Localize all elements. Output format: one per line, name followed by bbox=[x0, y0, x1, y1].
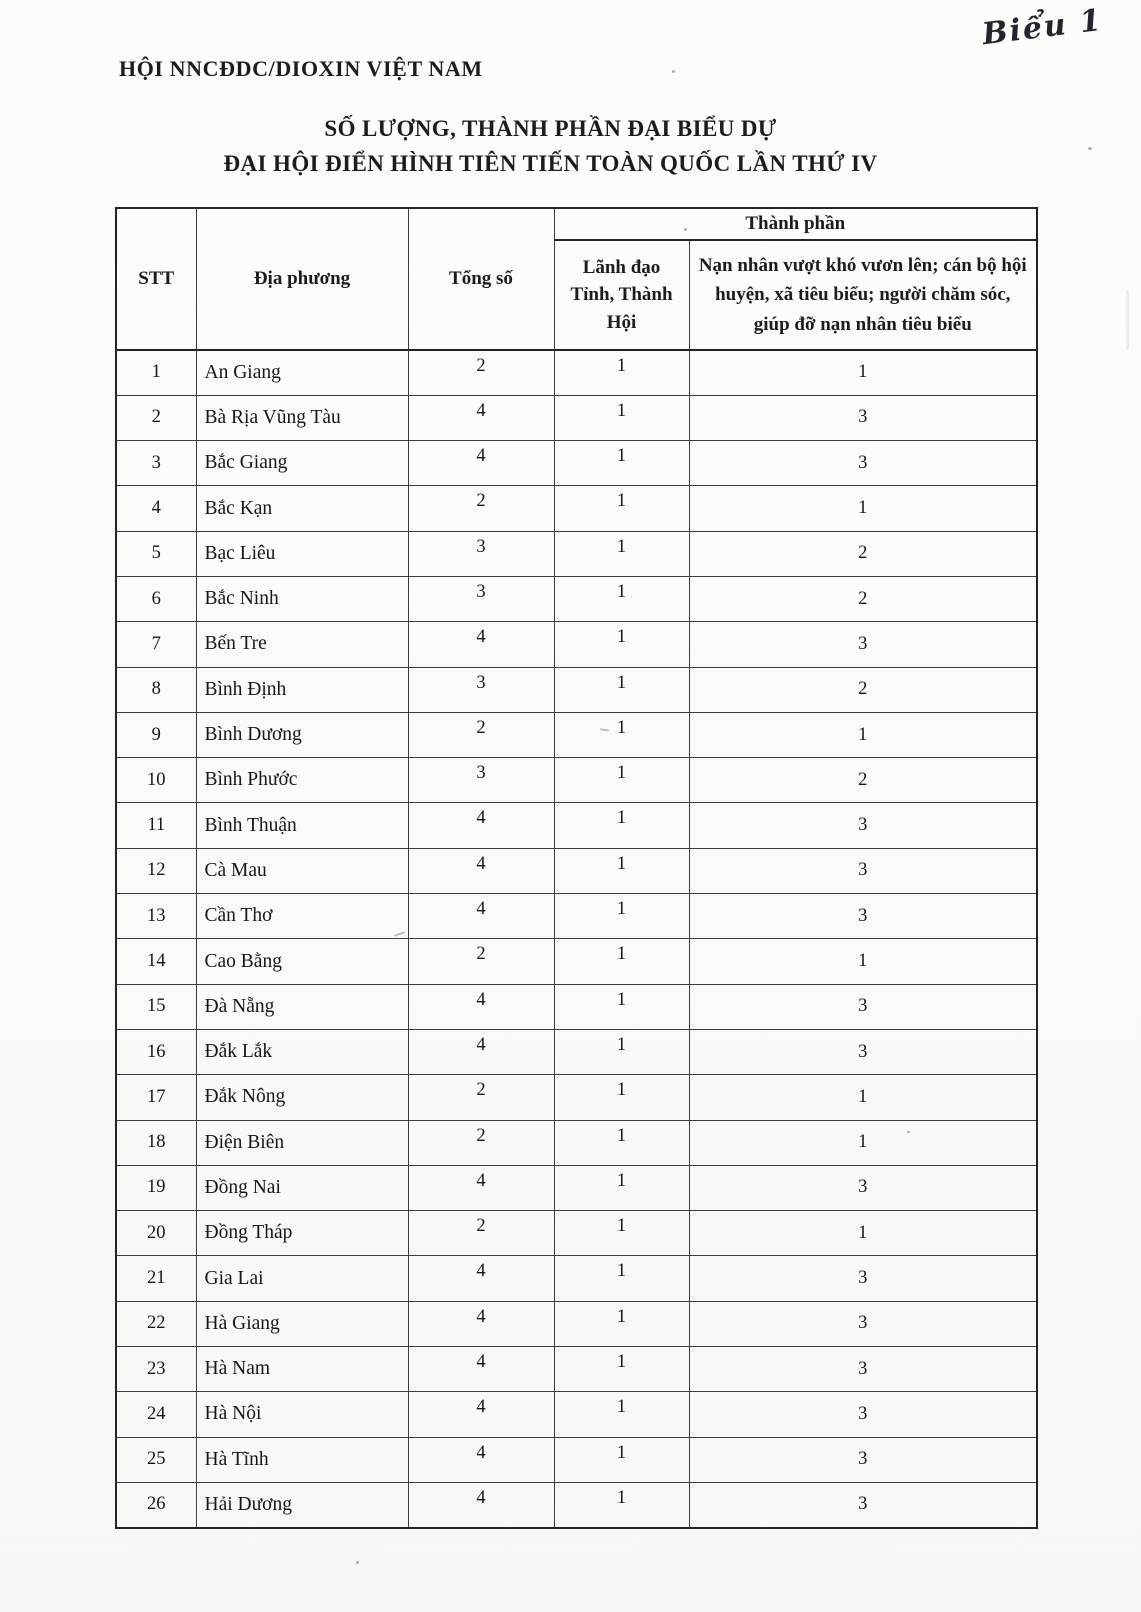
cell-stt: 13 bbox=[116, 894, 196, 939]
cell-dia-phuong: Hà Nội bbox=[196, 1392, 408, 1437]
cell-tong-so: 4 bbox=[408, 1256, 554, 1301]
cell-dia-phuong: Đồng Nai bbox=[196, 1165, 408, 1210]
cell-stt: 8 bbox=[116, 667, 196, 712]
table-row bbox=[116, 1165, 1037, 1210]
cell-tong-so: 2 bbox=[408, 1075, 554, 1120]
cell-lanh-dao: 1 bbox=[554, 712, 689, 757]
cell-nan-nhan: 1 bbox=[689, 939, 1037, 984]
table-row bbox=[116, 939, 1037, 984]
cell-stt: 23 bbox=[116, 1347, 196, 1392]
cell-lanh-dao: 1 bbox=[554, 667, 689, 712]
cell-stt: 3 bbox=[116, 441, 196, 486]
table-row bbox=[116, 803, 1037, 848]
table-row bbox=[116, 395, 1037, 440]
cell-dia-phuong: Đắk Nông bbox=[196, 1075, 408, 1120]
table-row bbox=[116, 758, 1037, 803]
cell-lanh-dao: 1 bbox=[554, 1211, 689, 1256]
header-row-top bbox=[116, 208, 1037, 240]
cell-tong-so: 2 bbox=[408, 1211, 554, 1256]
cell-nan-nhan: 3 bbox=[689, 894, 1037, 939]
cell-stt: 25 bbox=[116, 1437, 196, 1482]
cell-stt: 16 bbox=[116, 1029, 196, 1074]
handwritten-note: Biểu 1 bbox=[980, 2, 1105, 53]
header-nan-nhan: Nạn nhân vượt khó vươn lên; cán bộ hội huyện, xã tiêu biểu; người chăm sóc, giúp đỡ nạn nhân tiêu biểu bbox=[689, 240, 1037, 350]
table-row bbox=[116, 848, 1037, 893]
cell-lanh-dao: 1 bbox=[554, 939, 689, 984]
cell-stt: 18 bbox=[116, 1120, 196, 1165]
cell-stt: 26 bbox=[116, 1482, 196, 1527]
cell-lanh-dao: 1 bbox=[554, 1165, 689, 1210]
cell-dia-phuong: Bắc Ninh bbox=[196, 576, 408, 621]
table-row bbox=[116, 1347, 1037, 1392]
cell-dia-phuong: An Giang bbox=[196, 350, 408, 395]
header-stt: STT bbox=[116, 208, 196, 350]
cell-lanh-dao: 1 bbox=[554, 1437, 689, 1482]
cell-stt: 1 bbox=[116, 350, 196, 395]
cell-dia-phuong: Hà Giang bbox=[196, 1301, 408, 1346]
cell-nan-nhan: 2 bbox=[689, 531, 1037, 576]
scan-artifact bbox=[672, 70, 675, 73]
cell-dia-phuong: Bắc Giang bbox=[196, 441, 408, 486]
cell-stt: 11 bbox=[116, 803, 196, 848]
cell-lanh-dao: 1 bbox=[554, 441, 689, 486]
cell-tong-so: 4 bbox=[408, 1437, 554, 1482]
cell-nan-nhan: 3 bbox=[689, 803, 1037, 848]
cell-dia-phuong: Bạc Liêu bbox=[196, 531, 408, 576]
cell-lanh-dao: 1 bbox=[554, 758, 689, 803]
table-row bbox=[116, 486, 1037, 531]
cell-dia-phuong: Bình Dương bbox=[196, 712, 408, 757]
cell-stt: 2 bbox=[116, 395, 196, 440]
cell-tong-so: 4 bbox=[408, 1392, 554, 1437]
cell-lanh-dao: 1 bbox=[554, 1347, 689, 1392]
table-row bbox=[116, 1075, 1037, 1120]
cell-lanh-dao: 1 bbox=[554, 1256, 689, 1301]
cell-dia-phuong: Cần Thơ bbox=[196, 894, 408, 939]
cell-dia-phuong: Cao Bằng bbox=[196, 939, 408, 984]
cell-nan-nhan: 3 bbox=[689, 1347, 1037, 1392]
cell-lanh-dao: 1 bbox=[554, 395, 689, 440]
cell-dia-phuong: Đắk Lắk bbox=[196, 1029, 408, 1074]
cell-tong-so: 4 bbox=[408, 1301, 554, 1346]
cell-tong-so: 4 bbox=[408, 1347, 554, 1392]
header-tong-so: Tổng số bbox=[408, 208, 554, 350]
header-lanh-dao: Lãnh đạo Tỉnh, Thành Hội bbox=[554, 240, 689, 350]
cell-nan-nhan: 3 bbox=[689, 1029, 1037, 1074]
cell-stt: 14 bbox=[116, 939, 196, 984]
cell-nan-nhan: 1 bbox=[689, 1211, 1037, 1256]
cell-nan-nhan: 2 bbox=[689, 758, 1037, 803]
cell-nan-nhan: 3 bbox=[689, 395, 1037, 440]
cell-tong-so: 4 bbox=[408, 894, 554, 939]
cell-stt: 22 bbox=[116, 1301, 196, 1346]
cell-nan-nhan: 3 bbox=[689, 441, 1037, 486]
cell-tong-so: 4 bbox=[408, 848, 554, 893]
cell-tong-so: 4 bbox=[408, 1165, 554, 1210]
table-row bbox=[116, 1301, 1037, 1346]
cell-nan-nhan: 3 bbox=[689, 984, 1037, 1029]
table-row bbox=[116, 1437, 1037, 1482]
cell-lanh-dao: 1 bbox=[554, 1392, 689, 1437]
cell-dia-phuong: Đồng Tháp bbox=[196, 1211, 408, 1256]
cell-lanh-dao: 1 bbox=[554, 1029, 689, 1074]
org-name: HỘI NNCĐDC/DIOXIN VIỆT NAM bbox=[119, 56, 483, 81]
cell-stt: 24 bbox=[116, 1392, 196, 1437]
document-title bbox=[28, 111, 1073, 181]
table-row bbox=[116, 894, 1037, 939]
table-row bbox=[116, 350, 1037, 395]
header-dia-phuong: Địa phương bbox=[196, 208, 408, 350]
table-row bbox=[116, 1120, 1037, 1165]
cell-lanh-dao: 1 bbox=[554, 486, 689, 531]
cell-lanh-dao: 1 bbox=[554, 350, 689, 395]
table-row bbox=[116, 1029, 1037, 1074]
cell-stt: 19 bbox=[116, 1165, 196, 1210]
cell-lanh-dao: 1 bbox=[554, 576, 689, 621]
title-line-1: SỐ LƯỢNG, THÀNH PHẦN ĐẠI BIỂU DỰ bbox=[324, 116, 777, 141]
cell-nan-nhan: 1 bbox=[689, 1120, 1037, 1165]
cell-nan-nhan: 1 bbox=[689, 350, 1037, 395]
header-thanh-phan: Thành phần bbox=[554, 208, 1037, 240]
cell-lanh-dao: 1 bbox=[554, 1075, 689, 1120]
cell-lanh-dao: 1 bbox=[554, 894, 689, 939]
cell-dia-phuong: Bình Thuận bbox=[196, 803, 408, 848]
cell-nan-nhan: 1 bbox=[689, 1075, 1037, 1120]
cell-nan-nhan: 3 bbox=[689, 1301, 1037, 1346]
cell-nan-nhan: 3 bbox=[689, 1256, 1037, 1301]
cell-stt: 7 bbox=[116, 622, 196, 667]
cell-nan-nhan: 3 bbox=[689, 1437, 1037, 1482]
cell-tong-so: 3 bbox=[408, 576, 554, 621]
cell-tong-so: 2 bbox=[408, 1120, 554, 1165]
cell-tong-so: 4 bbox=[408, 441, 554, 486]
cell-nan-nhan: 3 bbox=[689, 622, 1037, 667]
cell-nan-nhan: 3 bbox=[689, 1392, 1037, 1437]
cell-dia-phuong: Bình Định bbox=[196, 667, 408, 712]
table-row bbox=[116, 1256, 1037, 1301]
table-row bbox=[116, 667, 1037, 712]
cell-nan-nhan: 1 bbox=[689, 712, 1037, 757]
cell-dia-phuong: Bà Rịa Vũng Tàu bbox=[196, 395, 408, 440]
cell-tong-so: 3 bbox=[408, 531, 554, 576]
cell-tong-so: 2 bbox=[408, 486, 554, 531]
table-row bbox=[116, 1392, 1037, 1437]
table-row bbox=[116, 984, 1037, 1029]
table-row bbox=[116, 441, 1037, 486]
table-row bbox=[116, 622, 1037, 667]
table-row bbox=[116, 712, 1037, 757]
cell-tong-so: 3 bbox=[408, 758, 554, 803]
cell-tong-so: 4 bbox=[408, 803, 554, 848]
cell-stt: 21 bbox=[116, 1256, 196, 1301]
cell-dia-phuong: Gia Lai bbox=[196, 1256, 408, 1301]
cell-tong-so: 2 bbox=[408, 939, 554, 984]
cell-tong-so: 2 bbox=[408, 350, 554, 395]
cell-tong-so: 4 bbox=[408, 1482, 554, 1527]
cell-nan-nhan: 3 bbox=[689, 848, 1037, 893]
cell-nan-nhan: 1 bbox=[689, 486, 1037, 531]
cell-stt: 9 bbox=[116, 712, 196, 757]
cell-stt: 12 bbox=[116, 848, 196, 893]
cell-nan-nhan: 2 bbox=[689, 576, 1037, 621]
cell-dia-phuong: Cà Mau bbox=[196, 848, 408, 893]
cell-dia-phuong: Hà Nam bbox=[196, 1347, 408, 1392]
cell-dia-phuong: Hải Dương bbox=[196, 1482, 408, 1527]
cell-lanh-dao: 1 bbox=[554, 1120, 689, 1165]
cell-tong-so: 3 bbox=[408, 667, 554, 712]
cell-stt: 15 bbox=[116, 984, 196, 1029]
cell-lanh-dao: 1 bbox=[554, 848, 689, 893]
cell-nan-nhan: 3 bbox=[689, 1165, 1037, 1210]
cell-stt: 5 bbox=[116, 531, 196, 576]
table-row bbox=[116, 576, 1037, 621]
title-line-2: ĐẠI HỘI ĐIỂN HÌNH TIÊN TIẾN TOÀN QUỐC LẦN THỨ IV bbox=[223, 151, 878, 176]
scan-artifact bbox=[1088, 147, 1092, 150]
cell-lanh-dao: 1 bbox=[554, 1482, 689, 1527]
cell-lanh-dao: 1 bbox=[554, 622, 689, 667]
table-row bbox=[116, 1211, 1037, 1256]
cell-dia-phuong: Bắc Kạn bbox=[196, 486, 408, 531]
cell-tong-so: 4 bbox=[408, 622, 554, 667]
delegates-table bbox=[115, 207, 1038, 1529]
scan-artifact bbox=[356, 1561, 359, 1564]
cell-tong-so: 4 bbox=[408, 1029, 554, 1074]
cell-tong-so: 4 bbox=[408, 395, 554, 440]
cell-tong-so: 2 bbox=[408, 712, 554, 757]
cell-nan-nhan: 3 bbox=[689, 1482, 1037, 1527]
table-row bbox=[116, 1482, 1037, 1527]
cell-dia-phuong: Điện Biên bbox=[196, 1120, 408, 1165]
cell-lanh-dao: 1 bbox=[554, 803, 689, 848]
cell-lanh-dao: 1 bbox=[554, 984, 689, 1029]
table-row bbox=[116, 531, 1037, 576]
cell-stt: 20 bbox=[116, 1211, 196, 1256]
scan-artifact bbox=[1126, 290, 1129, 350]
cell-dia-phuong: Đà Nẵng bbox=[196, 984, 408, 1029]
cell-dia-phuong: Bình Phước bbox=[196, 758, 408, 803]
cell-stt: 4 bbox=[116, 486, 196, 531]
cell-stt: 10 bbox=[116, 758, 196, 803]
cell-dia-phuong: Bến Tre bbox=[196, 622, 408, 667]
cell-stt: 6 bbox=[116, 576, 196, 621]
cell-stt: 17 bbox=[116, 1075, 196, 1120]
cell-nan-nhan: 2 bbox=[689, 667, 1037, 712]
cell-lanh-dao: 1 bbox=[554, 1301, 689, 1346]
cell-lanh-dao: 1 bbox=[554, 531, 689, 576]
cell-tong-so: 4 bbox=[408, 984, 554, 1029]
cell-dia-phuong: Hà Tĩnh bbox=[196, 1437, 408, 1482]
